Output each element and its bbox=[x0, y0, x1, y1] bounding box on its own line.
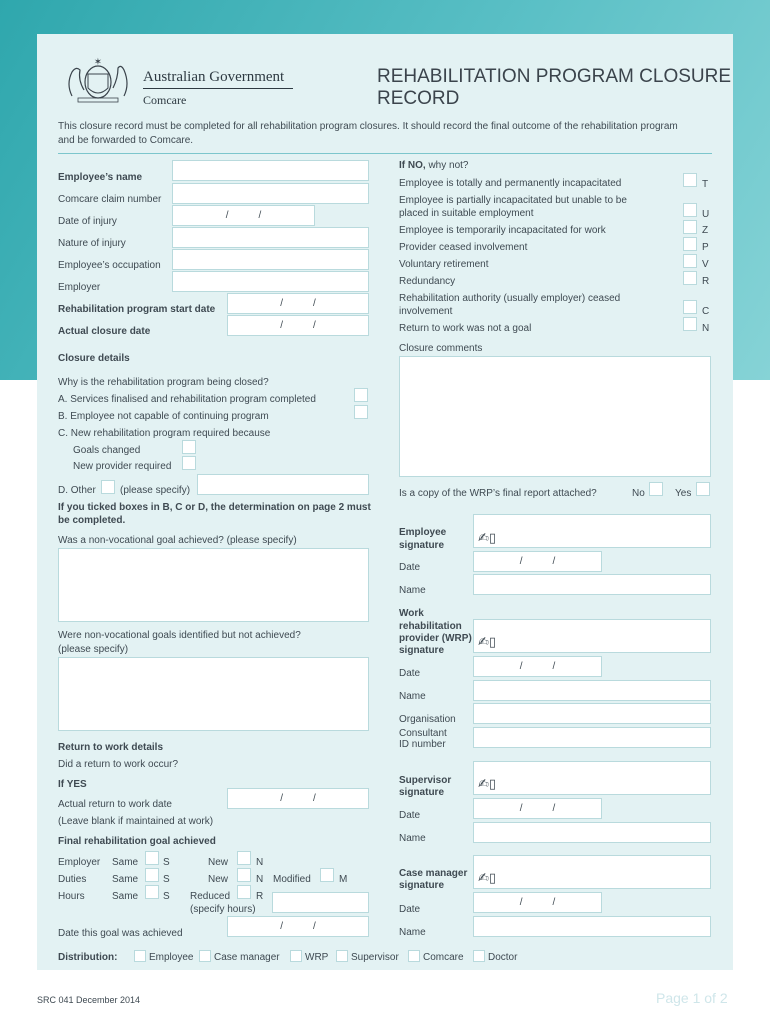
nonvoc-achieved-label: Was a non-vocational goal achieved? (please specify) bbox=[58, 535, 297, 546]
new-provider-label: New provider required bbox=[73, 461, 172, 472]
distribution-wrp-checkbox[interactable] bbox=[290, 950, 302, 962]
case-manager-date-input[interactable] bbox=[473, 892, 602, 913]
reason-p-code: P bbox=[702, 242, 709, 253]
wrp-copy-yes-checkbox[interactable] bbox=[696, 482, 710, 496]
reason-r-checkbox[interactable] bbox=[683, 271, 697, 285]
distribution-employee-label: Employee bbox=[149, 952, 194, 963]
svg-text:✶: ✶ bbox=[93, 57, 103, 68]
ticked-note-line2: be completed. bbox=[58, 515, 126, 526]
case-manager-signature-field[interactable] bbox=[473, 855, 711, 889]
date-separator: / bbox=[313, 298, 316, 309]
distribution-supervisor-label: Supervisor bbox=[351, 952, 399, 963]
reason-v-label: Voluntary retirement bbox=[399, 259, 489, 270]
date-separator: / bbox=[519, 803, 523, 814]
final-goal-heading: Final rehabilitation goal achieved bbox=[58, 836, 216, 847]
employee-signature-label-line1: Employee bbox=[399, 527, 447, 538]
reason-v-code: V bbox=[702, 259, 709, 270]
wrp-copy-no-checkbox[interactable] bbox=[649, 482, 663, 496]
reason-t-code: T bbox=[702, 179, 709, 190]
date-separator: / bbox=[280, 921, 283, 932]
reason-c-label-line2: involvement bbox=[399, 306, 453, 317]
wrp-date-input[interactable] bbox=[473, 656, 602, 677]
option-b-checkbox[interactable] bbox=[354, 405, 368, 419]
wrp-copy-yes-label: Yes bbox=[675, 488, 692, 499]
start-date-input[interactable] bbox=[227, 293, 369, 314]
duties-new-checkbox[interactable] bbox=[237, 868, 251, 882]
supervisor-date-input[interactable] bbox=[473, 798, 602, 819]
supervisor-date-label: Date bbox=[399, 810, 421, 821]
consultant-id-input[interactable] bbox=[473, 727, 711, 748]
new-provider-checkbox[interactable] bbox=[182, 456, 196, 470]
option-c-label: C. New rehabilitation program required because bbox=[58, 428, 271, 439]
row-hours-label: Hours bbox=[58, 891, 85, 902]
specify-hours-input[interactable] bbox=[272, 892, 369, 913]
specify-hours-label: (specify hours) bbox=[190, 904, 256, 915]
reason-c-label-line1: Rehabilitation authority (usually employer) ceased bbox=[399, 293, 621, 304]
organisation-input[interactable] bbox=[473, 703, 711, 724]
rtw-details-heading: Return to work details bbox=[58, 742, 164, 753]
organisation-label: Organisation bbox=[399, 714, 456, 725]
employer-new-label: New bbox=[208, 857, 229, 868]
nature-of-injury-input[interactable] bbox=[172, 227, 369, 248]
employee-signature-label-line2: signature bbox=[399, 540, 445, 551]
employer-same-checkbox[interactable] bbox=[145, 851, 159, 865]
date-separator: / bbox=[519, 556, 523, 567]
rtw-occur-label: Did a return to work occur? bbox=[58, 759, 179, 770]
form-code: SRC 041 December 2014 bbox=[37, 995, 141, 1005]
agency-name: Comcare bbox=[143, 93, 187, 107]
employer-label: Employer bbox=[58, 282, 101, 293]
wrp-signature-field[interactable] bbox=[473, 619, 711, 653]
supervisor-signature-label-line2: signature bbox=[399, 787, 445, 798]
employer-new-code: N bbox=[256, 857, 264, 868]
wrp-name-label: Name bbox=[399, 691, 426, 702]
duties-new-code: N bbox=[256, 874, 264, 885]
option-b-label: B. Employee not capable of continuing program bbox=[58, 411, 269, 422]
employee-name-sig-input[interactable] bbox=[473, 574, 711, 595]
duties-modified-code: M bbox=[339, 874, 348, 885]
signature-pen-icon: ✍▯ bbox=[478, 530, 497, 545]
reason-c-checkbox[interactable] bbox=[683, 300, 697, 314]
hours-reduced-checkbox[interactable] bbox=[237, 885, 251, 899]
distribution-supervisor-checkbox[interactable] bbox=[336, 950, 348, 962]
goal-date-input[interactable] bbox=[227, 916, 369, 937]
ticked-note-line1: If you ticked boxes in B, C or D, the determination on page 2 must bbox=[58, 502, 371, 513]
nonvoc-not-achieved-line1: Were non-vocational goals identified but not achieved? bbox=[58, 630, 301, 641]
closure-comments-label: Closure comments bbox=[399, 343, 483, 354]
reason-z-code: Z bbox=[702, 225, 709, 236]
employer-same-code: S bbox=[163, 857, 170, 868]
case-manager-signature-label-line2: signature bbox=[399, 880, 445, 891]
date-of-injury-input[interactable] bbox=[172, 205, 315, 226]
consultant-label-line2: ID number bbox=[399, 739, 446, 750]
date-separator: / bbox=[280, 793, 283, 804]
case-manager-name-input[interactable] bbox=[473, 916, 711, 937]
reason-t-label: Employee is totally and permanently incapacitated bbox=[399, 178, 622, 189]
form-title-line1: REHABILITATION PROGRAM CLOSURE bbox=[377, 66, 732, 87]
distribution-doctor-label: Doctor bbox=[488, 952, 518, 963]
distribution-employee-checkbox[interactable] bbox=[134, 950, 146, 962]
date-separator: / bbox=[519, 661, 523, 672]
reason-z-checkbox[interactable] bbox=[683, 220, 697, 234]
distribution-case-manager-checkbox[interactable] bbox=[199, 950, 211, 962]
nonvoc-not-achieved-textarea[interactable] bbox=[58, 657, 369, 731]
reason-u-label-line2: placed in suitable employment bbox=[399, 208, 534, 219]
wrp-name-input[interactable] bbox=[473, 680, 711, 701]
hours-same-code: S bbox=[163, 891, 170, 902]
date-separator: / bbox=[313, 320, 316, 331]
closure-date-label: Actual closure date bbox=[58, 326, 151, 337]
nonvoc-achieved-textarea[interactable] bbox=[58, 548, 369, 622]
signature-pen-icon: ✍▯ bbox=[478, 776, 497, 791]
date-separator: / bbox=[552, 661, 556, 672]
if-no-label bbox=[399, 160, 468, 172]
supervisor-signature-field[interactable] bbox=[473, 761, 711, 795]
goal-date-label: Date this goal was achieved bbox=[58, 928, 183, 939]
reason-u-code: U bbox=[702, 209, 710, 220]
duties-new-label: New bbox=[208, 874, 229, 885]
distribution-wrp-label: WRP bbox=[305, 952, 329, 963]
reason-t-checkbox[interactable] bbox=[683, 173, 697, 187]
claim-number-label: Comcare claim number bbox=[58, 194, 162, 205]
case-manager-date-label: Date bbox=[399, 904, 421, 915]
wrp-signature-label-line1: Work bbox=[399, 608, 424, 619]
date-separator: / bbox=[280, 320, 283, 331]
claim-number-input[interactable] bbox=[172, 183, 369, 204]
supervisor-signature-label-line1: Supervisor bbox=[399, 775, 452, 786]
wrp-signature-label-line4: signature bbox=[399, 645, 445, 656]
form-title bbox=[377, 66, 731, 110]
reason-r-label: Redundancy bbox=[399, 276, 456, 287]
row-employer-label: Employer bbox=[58, 857, 101, 868]
nature-of-injury-label: Nature of injury bbox=[58, 238, 126, 249]
consultant-label-line1: Consultant bbox=[399, 728, 447, 739]
wrp-date-label: Date bbox=[399, 668, 421, 679]
reason-n-checkbox[interactable] bbox=[683, 317, 697, 331]
date-separator: / bbox=[225, 210, 229, 221]
employee-signature-field[interactable] bbox=[473, 514, 711, 548]
distribution-doctor-checkbox[interactable] bbox=[473, 950, 485, 962]
closure-comments-textarea[interactable] bbox=[399, 356, 711, 477]
employer-new-checkbox[interactable] bbox=[237, 851, 251, 865]
date-separator: / bbox=[280, 298, 283, 309]
occupation-label: Employee’s occupation bbox=[58, 260, 161, 271]
other-specify-input[interactable] bbox=[197, 474, 369, 495]
government-divider bbox=[143, 88, 293, 89]
closure-date-input[interactable] bbox=[227, 315, 369, 336]
reason-u-checkbox[interactable] bbox=[683, 203, 697, 217]
option-d-label: D. Other bbox=[58, 485, 96, 496]
actual-rtw-label: Actual return to work date bbox=[58, 799, 172, 810]
occupation-input[interactable] bbox=[172, 249, 369, 270]
duties-modified-checkbox[interactable] bbox=[320, 868, 334, 882]
page-number: Page 1 of 2 bbox=[656, 990, 728, 1006]
goals-changed-checkbox[interactable] bbox=[182, 440, 196, 454]
date-separator: / bbox=[258, 210, 262, 221]
distribution-label: Distribution: bbox=[58, 952, 118, 963]
duties-modified-label: Modified bbox=[273, 874, 311, 885]
distribution-case-manager-label: Case manager bbox=[214, 952, 280, 963]
government-name: Australian Government bbox=[143, 69, 285, 85]
date-separator: / bbox=[519, 897, 523, 908]
intro-line2: and be forwarded to Comcare. bbox=[58, 135, 194, 146]
signature-pen-icon: ✍▯ bbox=[478, 634, 497, 649]
start-date-label: Rehabilitation program start date bbox=[58, 304, 216, 315]
reason-c-code: C bbox=[702, 306, 710, 317]
reason-u-label-line1: Employee is partially incapacitated but unable to be bbox=[399, 195, 627, 206]
reason-p-label: Provider ceased involvement bbox=[399, 242, 528, 253]
wrp-signature-label-line3: provider (WRP) bbox=[399, 633, 472, 644]
date-separator: / bbox=[313, 921, 316, 932]
intro-line1: This closure record must be completed for all rehabilitation program closures. It should record the final outcome of the rehabilitation program bbox=[58, 121, 678, 132]
duties-same-label: Same bbox=[112, 874, 139, 885]
supervisor-name-input[interactable] bbox=[473, 822, 711, 843]
option-d-checkbox[interactable] bbox=[101, 480, 115, 494]
case-manager-name-label: Name bbox=[399, 927, 426, 938]
reason-r-code: R bbox=[702, 276, 710, 287]
employee-name-input[interactable] bbox=[172, 160, 369, 181]
nonvoc-not-achieved-line2: (please specify) bbox=[58, 644, 129, 655]
wrp-signature-label-line2: rehabilitation bbox=[399, 621, 462, 632]
reason-n-label: Return to work was not a goal bbox=[399, 323, 532, 334]
reason-p-checkbox[interactable] bbox=[683, 237, 697, 251]
hours-reduced-code: R bbox=[256, 891, 264, 902]
date-separator: / bbox=[552, 556, 556, 567]
employer-input[interactable] bbox=[172, 271, 369, 292]
employee-name-label: Employee’s name bbox=[58, 172, 143, 183]
employee-date-input[interactable] bbox=[473, 551, 602, 572]
employer-same-label: Same bbox=[112, 857, 139, 868]
date-separator: / bbox=[552, 897, 556, 908]
hours-same-label: Same bbox=[112, 891, 139, 902]
reason-z-label: Employee is temporarily incapacitated for work bbox=[399, 225, 606, 236]
case-manager-signature-label-line1: Case manager bbox=[399, 868, 468, 879]
form-title-line2: RECORD bbox=[377, 88, 460, 109]
duties-same-code: S bbox=[163, 874, 170, 885]
option-a-label: A. Services finalised and rehabilitation program completed bbox=[58, 394, 316, 405]
option-a-checkbox[interactable] bbox=[354, 388, 368, 402]
leave-blank-note: (Leave blank if maintained at work) bbox=[58, 816, 214, 827]
supervisor-name-label: Name bbox=[399, 833, 426, 844]
reason-n-code: N bbox=[702, 323, 710, 334]
wrp-copy-no-label: No bbox=[632, 488, 645, 499]
why-closed-label: Why is the rehabilitation program being closed? bbox=[58, 377, 269, 388]
date-of-injury-label: Date of injury bbox=[58, 216, 117, 227]
if-no-bold: If NO, bbox=[399, 160, 426, 171]
signature-pen-icon: ✍▯ bbox=[478, 870, 497, 885]
employee-date-label: Date bbox=[399, 562, 421, 573]
distribution-comcare-label: Comcare bbox=[423, 952, 464, 963]
closure-details-heading: Closure details bbox=[58, 353, 130, 364]
distribution-comcare-checkbox[interactable] bbox=[408, 950, 420, 962]
actual-rtw-date-input[interactable] bbox=[227, 788, 369, 809]
header-rule bbox=[58, 153, 712, 154]
goals-changed-label: Goals changed bbox=[73, 445, 141, 456]
hours-reduced-label: Reduced bbox=[190, 891, 231, 902]
please-specify-label: (please specify) bbox=[120, 485, 191, 496]
reason-v-checkbox[interactable] bbox=[683, 254, 697, 268]
date-separator: / bbox=[313, 793, 316, 804]
employee-name-sig-label: Name bbox=[399, 585, 426, 596]
if-yes-label: If YES bbox=[58, 779, 87, 790]
hours-same-checkbox[interactable] bbox=[145, 885, 159, 899]
row-duties-label: Duties bbox=[58, 874, 87, 885]
coat-of-arms-logo bbox=[58, 56, 138, 104]
duties-same-checkbox[interactable] bbox=[145, 868, 159, 882]
date-separator: / bbox=[552, 803, 556, 814]
wrp-copy-label: Is a copy of the WRP’s final report attached? bbox=[399, 488, 597, 499]
if-no-rest: why not? bbox=[425, 160, 469, 171]
